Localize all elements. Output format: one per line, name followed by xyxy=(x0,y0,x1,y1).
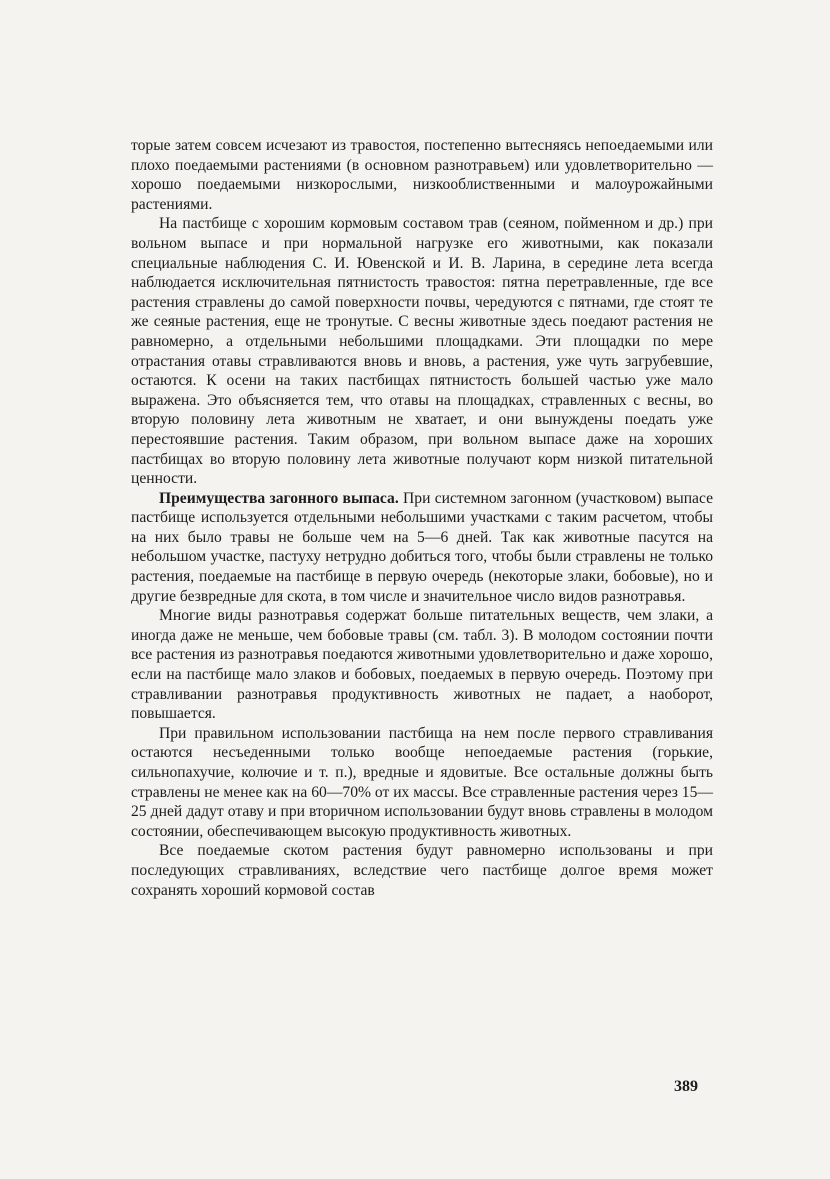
page-number: 389 xyxy=(674,1078,698,1095)
paragraph-1: торые затем совсем исчезают из травостоя, постепенно вытесняясь непоедаемыми или плохо поедаемыми растениями (в основном разнотравьем) или удовлетворительно — хорошо поедаемыми низкорослыми, низкооблиственными и малоурожайными растениями. xyxy=(131,137,713,213)
paragraph-3 xyxy=(131,489,713,607)
paragraph-6: Все поедаемые скотом растения будут равномерно использованы и при последующих стравливаниях, вследствие чего пастбище долгое время может сохранять хороший кормовой состав xyxy=(131,842,713,899)
paragraph-4: Многие виды разнотравья содержат больше питательных веществ, чем злаки, а иногда даже не меньше, чем бобовые травы (см. табл. 3). В молодом состоянии почти все растения из разнотравья поедаются животными удовлетворительно и даже хорошо, если на пастбище мало злаков и бобовых, поедаемых в первую очередь. Поэтому при стравливании разнотравья продуктивность животных не падает, а наоборот, повышается. xyxy=(131,607,713,723)
section-lead-heading: Преимущества загонного выпаса. xyxy=(159,489,399,507)
page-body xyxy=(131,136,713,900)
paragraph-2: На пастбище с хорошим кормовым составом трав (сеяном, пойменном и др.) при вольном выпасе и при нормальной нагрузке его животными, как показали специальные наблюдения С. И. Ювенской и И. В. Ларина, в середине лета всегда наблюдается исключительная пятнистость травостоя: пятна перетравленные, где все растения стравлены до самой поверхности почвы, чередуются с пятнами, где стоят те же сеяные растения, еще не тронутые. С весны животные здесь поедают растения не равномерно, а отдельными небольшими площадками. Эти площадки по мере отрастания отавы стравливаются вновь и вновь, а растения, уже чуть загрубевшие, остаются. К осени на таких пастбищах пятнистость большей частью уже мало выражена. Это объясняется тем, что отавы на площадках, стравленных с весны, во вторую половину лета животным не хватает, и они вынуждены поедать уже перестоявшие растения. Таким образом, при вольном выпасе даже на хороших пастбищах во вторую половину лета животные получают корм низкой питательной ценности. xyxy=(131,215,713,488)
paragraph-3-text: При системном загонном (участковом) выпасе пастбище используется отдельными небольшими участками с таким расчетом, чтобы на них было травы не больше чем на 5—6 дней. Так как животные пасутся на небольшом участке, пастуху нетрудно добиться того, чтобы были стравлены не только растения, поедаемые на пастбище в первую очередь (некоторые злаки, бобовые), но и другие безвредные для скота, в том числе и значительное число видов разнотравья. xyxy=(131,489,713,605)
paragraph-5: При правильном использовании пастбища на нем после первого стравливания остаются несъеденными только вообще непоедаемые растения (горькие, сильнопахучие, колючие и т. п.), вредные и ядовитые. Все остальные должны быть стравлены не менее как на 60—70% от их массы. Все стравленные растения через 15—25 дней дадут отаву и при вторичном использовании будут вновь стравлены в молодом состоянии, обеспечивающем высокую продуктивность животных. xyxy=(131,724,713,840)
